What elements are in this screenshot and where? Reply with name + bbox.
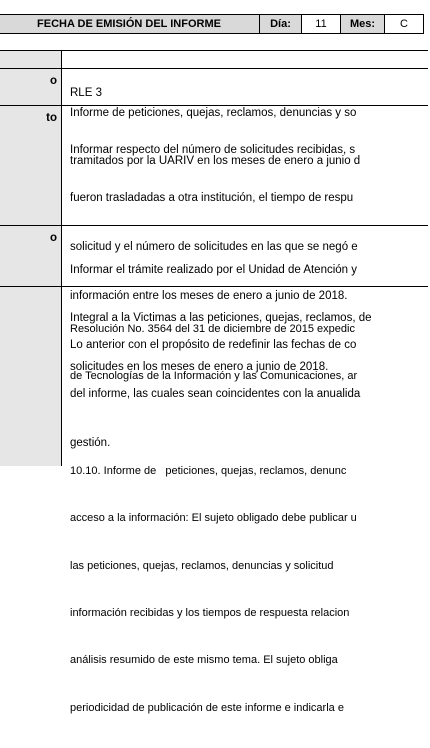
row-label-cell [0,51,62,68]
fecha-emision-label: FECHA DE EMISIÓN DEL INFORME [0,14,260,34]
row-text [70,290,430,748]
text-line: Informe de peticiones, quejas, reclamos, denuncias y so [70,106,357,119]
text-line: análisis resumido de este mismo tema. El sujeto obliga [70,654,338,667]
text-line: información entre los meses de enero a junio de 2018. [70,290,348,303]
text-line: solicitud y el número de solicitudes en las que se negó e [70,241,358,254]
mes-label: Mes: [340,14,385,34]
row-label-cell: to [0,106,62,225]
text-line: solicitudes en los meses de enero a junio de 2018. [70,361,329,374]
text-line: gestión. [70,436,111,449]
text-line: información recibidas y los tiempos de respuesta relacion [70,606,350,619]
text-line: las peticiones, quejas, reclamos, denuncias y solicitud [70,559,334,572]
text-line: periodicidad de publicación de este informe e indicarla e [70,701,344,714]
row-label-cell: o [0,226,62,286]
text-line: tramitados por la UARIV en los meses de enero a junio d [70,155,361,168]
text-line: Lo anterior con el propósito de redefinir las fechas de co [70,339,357,352]
blank-line [70,416,430,432]
text-line: Informar respecto del número de solicitudes recibidas, s [70,143,356,156]
text-line: fueron trasladadas a otra institución, el tiempo de respu [70,192,354,205]
mes-value: C [384,14,424,34]
report-info-table [0,50,428,714]
text-line: del informe, las cuales sean coincidentes con la anualida [70,388,361,401]
table-row [0,50,428,99]
row-label-cell [0,287,62,466]
dia-label: Día: [259,14,302,34]
text-line: RLE 3 [70,86,102,99]
text-line: Informar el trámite realizado por el Unidad de Atención y [70,263,358,276]
dia-value: 11 [301,14,341,34]
text-line: de Tecnologías de la Información y las Comunicaciones, ar [70,369,358,382]
text-line: Resolución No. 3564 del 31 de diciembre de 2015 expedic [70,322,355,335]
text-line: acceso a la información: El sujeto obligado debe publicar u [70,512,357,525]
issue-date-header [0,14,420,34]
row-label-cell: o [0,69,62,105]
table-row [0,286,428,714]
text-line: Integral a la Victimas a las peticiones, quejas, reclamos, de [70,312,372,325]
text-line: 10.10. Informe de peticiones, quejas, reclamos, denunc [70,464,347,477]
